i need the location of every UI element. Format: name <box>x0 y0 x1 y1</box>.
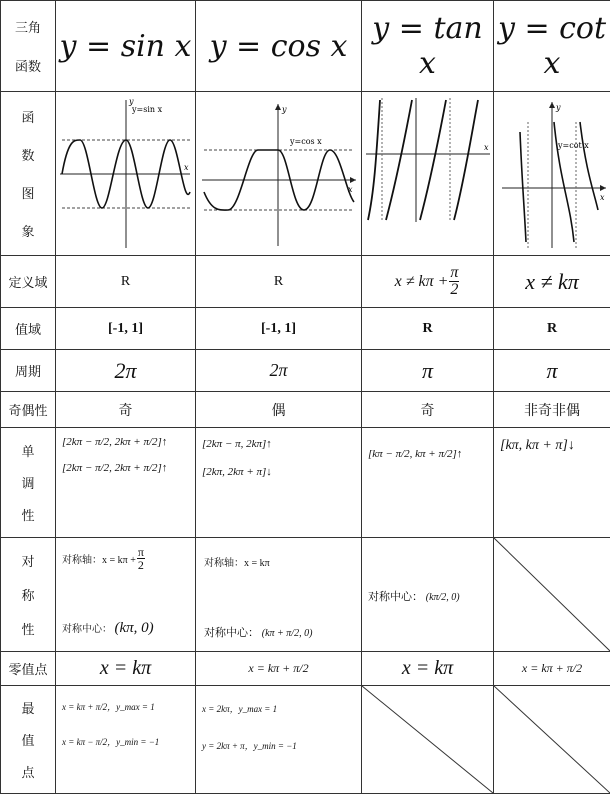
period-row-label <box>0 350 56 392</box>
cos-graph-cell <box>196 92 362 256</box>
symmetry-sin-axis-prefix: 对称轴：x = kπ + <box>62 555 136 566</box>
tan-graph-cell <box>362 92 494 256</box>
zeros-cos <box>196 652 362 686</box>
range-cot <box>494 308 610 350</box>
parity-cot-text: 非奇非偶 <box>524 403 580 419</box>
period-tan <box>362 350 494 392</box>
extrema-sin-min: x = kπ − π/2，y_min = −1 <box>62 737 160 747</box>
monotonic-label-1: 单 <box>21 444 35 460</box>
zeros-row-label <box>0 652 56 686</box>
graph-label-2: 数 <box>21 149 35 165</box>
range-cos-text: [-1, 1] <box>261 320 296 336</box>
period-sin <box>56 350 196 392</box>
parity-cos-text: 偶 <box>271 403 286 419</box>
symmetry-cos <box>196 538 362 652</box>
parity-cos <box>196 392 362 428</box>
extrema-label-3: 点 <box>21 765 35 781</box>
header-label-line1: 三角 <box>14 21 41 36</box>
extrema-sin <box>56 686 196 794</box>
cot-graph-cell <box>494 92 610 256</box>
parity-cot <box>494 392 610 428</box>
sin-graph <box>56 92 195 255</box>
range-row-label <box>0 308 56 350</box>
symmetry-cos-center-val: (kπ + π/2, 0) <box>261 628 313 639</box>
zeros-label: 零值点 <box>8 663 48 678</box>
domain-cos <box>196 256 362 308</box>
graph-row-label <box>0 92 56 256</box>
zeros-tan <box>362 652 494 686</box>
extrema-cos-min: y = 2kπ + π，y_min = −1 <box>202 741 297 751</box>
symmetry-sin-axis-frac <box>137 546 145 571</box>
parity-label: 奇偶性 <box>8 404 48 419</box>
parity-row-label <box>0 392 56 428</box>
header-tan <box>362 0 494 92</box>
period-tan-text: π <box>421 357 434 383</box>
symmetry-label-2: 称 <box>21 588 35 604</box>
domain-cos-text: R <box>273 273 284 289</box>
extrema-label-2: 值 <box>21 733 35 749</box>
graph-label-4: 象 <box>21 224 35 240</box>
zeros-cot <box>494 652 610 686</box>
monotonic-sin-2: [2kπ − π/2, 2kπ + π/2]↑ <box>62 462 168 474</box>
monotonic-cos-1: [2kπ − π, 2kπ]↑ <box>202 438 272 450</box>
cos-graph <box>196 92 361 255</box>
cos-graph-label: y=cos x <box>290 137 322 146</box>
monotonic-sin <box>56 428 196 538</box>
symmetry-sin-center-val: (kπ, 0) <box>114 620 154 636</box>
monotonic-cot <box>494 428 610 538</box>
period-cos-text: 2π <box>269 360 288 380</box>
symmetry-sin-axis-den: 2 <box>137 558 144 572</box>
tan-branch-3 <box>420 100 446 220</box>
sin-graph-x-axis: x <box>184 163 189 172</box>
symmetry-sin <box>56 538 196 652</box>
extrema-sin-max: x = kπ + π/2，y_max = 1 <box>62 702 155 712</box>
header-tan-text: y = tan x <box>372 11 483 81</box>
cos-graph-x-axis: x <box>348 185 353 194</box>
symmetry-sin-center <box>62 620 154 637</box>
symmetry-tan-center <box>368 588 460 604</box>
range-sin <box>56 308 196 350</box>
sin-graph-y-axis: y <box>129 97 134 106</box>
extrema-cot-empty <box>494 686 610 794</box>
period-label: 周期 <box>14 365 41 380</box>
domain-cot <box>494 256 610 308</box>
tan-branch-1 <box>368 100 380 220</box>
monotonic-cot-text: [kπ, kπ + π]↓ <box>500 438 575 453</box>
domain-tan-prefix: x ≠ kπ + <box>394 272 449 290</box>
period-cot-text: π <box>546 357 558 383</box>
header-cos-text: y = cos x <box>209 28 348 64</box>
extrema-cos <box>196 686 362 794</box>
extrema-cot-diagonal <box>494 686 610 793</box>
header-cot <box>494 0 610 92</box>
cot-branch-2 <box>554 122 574 242</box>
zeros-sin <box>56 652 196 686</box>
monotonic-tan-text: [kπ − π/2, kπ + π/2]↑ <box>368 448 463 460</box>
symmetry-cos-center <box>204 624 312 640</box>
cot-graph <box>494 92 610 255</box>
symmetry-sin-axis-num: π <box>137 545 144 559</box>
range-tan <box>362 308 494 350</box>
header-label-cell <box>0 0 56 92</box>
cot-branch-3 <box>580 122 598 210</box>
domain-cot-text: x ≠ kπ <box>525 268 579 294</box>
cot-graph-x-axis: x <box>600 193 605 202</box>
range-cot-text: R <box>546 320 558 336</box>
symmetry-cos-center-prefix: 对称中心： <box>204 627 259 639</box>
parity-sin-text: 奇 <box>118 403 133 419</box>
sin-graph-cell <box>56 92 196 256</box>
cos-graph-y-axis: y <box>282 105 287 114</box>
domain-tan-num: π <box>450 264 459 281</box>
header-cos <box>196 0 362 92</box>
domain-sin <box>56 256 196 308</box>
symmetry-tan <box>362 538 494 652</box>
symmetry-sin-center-prefix: 对称中心： <box>62 624 112 635</box>
parity-tan-text: 奇 <box>420 403 435 419</box>
zeros-cos-text: x = kπ + π/2 <box>248 661 309 675</box>
tan-graph-x-axis: x <box>484 143 489 152</box>
monotonic-tan <box>362 428 494 538</box>
extrema-tan-diagonal <box>362 686 493 793</box>
tan-branch-2 <box>386 100 412 220</box>
tan-graph <box>362 92 493 255</box>
range-cos <box>196 308 362 350</box>
period-cot <box>494 350 610 392</box>
monotonic-cos-2: [2kπ, 2kπ + π]↓ <box>202 466 272 478</box>
monotonic-cos <box>196 428 362 538</box>
symmetry-cot-empty <box>494 538 610 652</box>
symmetry-tan-center-prefix: 对称中心： <box>368 591 423 603</box>
header-label-line2: 函数 <box>14 60 41 75</box>
domain-tan-frac <box>449 265 459 298</box>
monotonic-row-label <box>0 428 56 538</box>
symmetry-label-1: 对 <box>21 555 35 571</box>
symmetry-tan-center-val: (kπ/2, 0) <box>425 592 460 603</box>
range-tan-text: R <box>422 320 433 336</box>
cot-graph-y-axis: y <box>556 103 561 112</box>
symmetry-row-label <box>0 538 56 652</box>
domain-sin-text: R <box>120 273 131 289</box>
parity-tan <box>362 392 494 428</box>
monotonic-sin-1: [2kπ − π/2, 2kπ + π/2]↑ <box>62 436 168 448</box>
zeros-tan-text: x = kπ <box>401 657 454 679</box>
range-label: 值域 <box>14 323 41 338</box>
symmetry-label-3: 性 <box>21 622 35 638</box>
monotonic-label-2: 调 <box>21 476 35 492</box>
zeros-sin-text: x = kπ <box>99 657 152 679</box>
monotonic-label-3: 性 <box>21 509 35 525</box>
symmetry-cos-axis: 对称轴：x = kπ <box>204 558 270 569</box>
extrema-label-1: 最 <box>21 702 35 718</box>
extrema-tan-empty <box>362 686 494 794</box>
header-sin-text: y = sin x <box>59 28 192 64</box>
parity-sin <box>56 392 196 428</box>
sin-graph-label: y=sin x <box>132 105 163 114</box>
symmetry-sin-axis <box>62 546 146 571</box>
cot-branch-1 <box>520 132 526 242</box>
domain-tan <box>362 256 494 308</box>
graph-label-3: 图 <box>21 186 35 202</box>
header-sin <box>56 0 196 92</box>
domain-label: 定义域 <box>8 276 48 291</box>
zeros-cot-text: x = kπ + π/2 <box>521 661 583 675</box>
header-cot-text: y = cot x <box>497 11 607 81</box>
domain-tan-den: 2 <box>450 281 459 298</box>
period-cos <box>196 350 362 392</box>
extrema-cos-max: x = 2kπ，y_max = 1 <box>202 704 278 714</box>
cot-graph-label: y=cot x <box>558 141 589 150</box>
symmetry-cot-diagonal <box>494 538 610 651</box>
tan-branch-4 <box>454 100 478 220</box>
domain-row-label <box>0 256 56 308</box>
graph-label-1: 函 <box>21 111 35 127</box>
period-sin-text: 2π <box>114 357 137 383</box>
range-sin-text: [-1, 1] <box>108 320 143 336</box>
extrema-row-label <box>0 686 56 794</box>
